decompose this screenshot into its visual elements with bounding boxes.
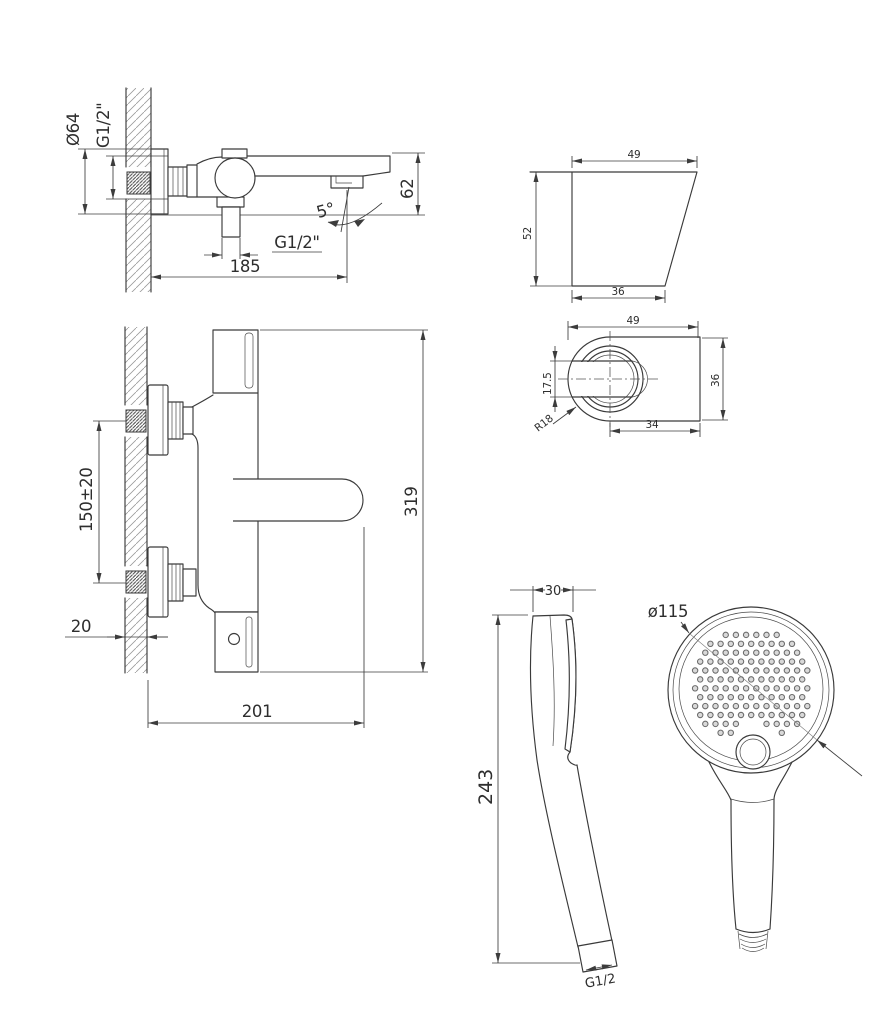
- spray-dot: [749, 712, 754, 717]
- spray-dot: [784, 650, 789, 655]
- spray-dot: [713, 650, 718, 655]
- spray-dot: [733, 650, 738, 655]
- body-shoulder: [192, 395, 213, 407]
- view-handset-front: [648, 602, 862, 952]
- spray-dot: [784, 668, 789, 673]
- view-handset-side: [475, 584, 617, 992]
- spray-dot: [708, 641, 713, 646]
- view-mixer-side: [64, 88, 425, 292]
- spray-dot: [723, 632, 728, 637]
- spray-dot: [759, 712, 764, 717]
- spray-dot: [723, 703, 728, 708]
- spray-dot: [805, 686, 810, 691]
- spray-dot: [738, 695, 743, 700]
- spray-dot: [738, 641, 743, 646]
- spray-dot: [759, 677, 764, 682]
- view-mixer-front: [65, 327, 428, 728]
- spray-dot: [718, 712, 723, 717]
- spray-dot: [703, 703, 708, 708]
- spray-dot: [698, 712, 703, 717]
- spray-dot: [703, 668, 708, 673]
- spray-dot: [764, 668, 769, 673]
- spray-dot: [794, 703, 799, 708]
- thread-connector: [578, 940, 617, 972]
- spray-dot: [749, 677, 754, 682]
- spray-dot: [692, 703, 697, 708]
- spray-dot: [749, 695, 754, 700]
- view-bracket-top: [532, 315, 728, 437]
- spray-dot: [774, 668, 779, 673]
- spray-dot: [698, 659, 703, 664]
- dim-length: 243: [475, 768, 497, 805]
- spray-dot: [759, 641, 764, 646]
- spray-dot: [784, 703, 789, 708]
- mounting-nut: [168, 167, 187, 196]
- mixer-body-front: [148, 330, 363, 672]
- in-wall-pipe: [127, 172, 150, 194]
- spray-dot: [703, 650, 708, 655]
- wall-hatch: [125, 327, 147, 673]
- dim-depth: 36: [710, 374, 722, 387]
- spray-dot: [800, 712, 805, 717]
- spray-dot: [754, 650, 759, 655]
- temperature-handle: [213, 330, 258, 393]
- escutcheon-top: [148, 385, 168, 455]
- spray-dot: [774, 650, 779, 655]
- dim-head-thickness: 30: [544, 584, 562, 599]
- handset-side-outline: [530, 615, 617, 972]
- spray-dot: [769, 659, 774, 664]
- dim-slot: 17.5: [542, 372, 554, 395]
- dim-radius: R18: [532, 412, 556, 435]
- spray-dot: [769, 677, 774, 682]
- spray-dot: [754, 703, 759, 708]
- spray-dot: [774, 686, 779, 691]
- spray-dot: [692, 686, 697, 691]
- dim-height: 52: [522, 227, 534, 240]
- spray-dot: [779, 677, 784, 682]
- spray-dot: [789, 659, 794, 664]
- wall-flange: [151, 149, 168, 214]
- spray-dot: [733, 632, 738, 637]
- spray-dot: [718, 695, 723, 700]
- spray-dot: [754, 686, 759, 691]
- top-cap: [222, 149, 247, 158]
- spray-dot: [805, 703, 810, 708]
- spray-dot: [805, 668, 810, 673]
- dim-wall-thread: G1/2": [94, 102, 113, 148]
- mixer-body-side: [151, 149, 390, 237]
- lever-handle: [233, 479, 363, 521]
- spray-dot: [708, 659, 713, 664]
- spray-dot: [728, 712, 733, 717]
- spray-dot: [718, 677, 723, 682]
- spray-dot: [728, 641, 733, 646]
- hose-outlet-pipe: [222, 207, 240, 237]
- spray-dot: [728, 730, 733, 735]
- spray-dot: [784, 686, 789, 691]
- spray-dot: [769, 712, 774, 717]
- spray-dot: [774, 632, 779, 637]
- dim-depth: 201: [241, 702, 273, 721]
- spray-dot: [708, 695, 713, 700]
- spray-dot: [764, 632, 769, 637]
- handset-front-handle: [709, 762, 792, 952]
- spray-dot: [738, 677, 743, 682]
- spray-dot: [779, 730, 784, 735]
- inlet-pipe-bottom: [126, 571, 146, 593]
- dim-bottom-width: 36: [611, 286, 625, 298]
- spray-dot: [723, 721, 728, 726]
- spray-dot: [713, 668, 718, 673]
- spray-dot: [789, 641, 794, 646]
- dim-head-dia: ø115: [647, 602, 689, 621]
- spray-dot: [759, 659, 764, 664]
- dim-top-width: 49: [627, 149, 641, 161]
- spray-dot: [774, 721, 779, 726]
- dims-handset-side: [475, 584, 617, 992]
- spray-dot: [718, 641, 723, 646]
- spray-dot: [800, 659, 805, 664]
- spray-dot: [764, 703, 769, 708]
- spray-dot: [713, 703, 718, 708]
- mode-button: [736, 735, 770, 769]
- spray-dot: [779, 695, 784, 700]
- inlet-pipe-top: [126, 410, 146, 432]
- spray-dot: [703, 686, 708, 691]
- dim-reach: 185: [229, 257, 261, 276]
- spray-dot: [728, 695, 733, 700]
- spray-dot: [692, 668, 697, 673]
- dim-spout-drop: 62: [398, 178, 417, 199]
- spray-dot: [789, 695, 794, 700]
- spray-dot: [723, 668, 728, 673]
- spray-dot: [754, 632, 759, 637]
- spray-dot: [723, 686, 728, 691]
- spray-face-texture: [565, 619, 576, 752]
- spray-dot: [789, 677, 794, 682]
- spray-dot: [713, 686, 718, 691]
- union-nut-bottom: [168, 564, 183, 601]
- spray-dot: [754, 668, 759, 673]
- spray-dot: [764, 721, 769, 726]
- dim-flange-dia: Ø64: [64, 112, 83, 146]
- spray-dot: [779, 659, 784, 664]
- spray-dot: [708, 677, 713, 682]
- spray-dot: [713, 721, 718, 726]
- spray-dot: [743, 703, 748, 708]
- spray-dot: [749, 641, 754, 646]
- spray-dot: [769, 641, 774, 646]
- thread-connector: [739, 934, 767, 952]
- control-knob: [215, 158, 255, 198]
- dim-inner-depth: 34: [645, 419, 659, 431]
- spray-dot: [728, 677, 733, 682]
- dim-height: 319: [402, 486, 421, 517]
- spray-dot: [764, 650, 769, 655]
- dim-thread: G1/2: [583, 971, 617, 992]
- dim-hose-thread: G1/2": [274, 233, 320, 252]
- bracket-outline: [530, 172, 697, 286]
- dim-inlet-span: 150±20: [77, 467, 96, 532]
- spray-dot: [728, 659, 733, 664]
- spray-dot: [779, 712, 784, 717]
- spray-dot: [800, 677, 805, 682]
- spray-dot: [743, 650, 748, 655]
- spray-dot: [794, 650, 799, 655]
- escutcheon-bottom: [148, 547, 168, 617]
- spray-dot: [738, 712, 743, 717]
- spray-dot: [794, 668, 799, 673]
- spray-dot: [733, 703, 738, 708]
- spray-dot: [749, 659, 754, 664]
- spray-dot: [743, 686, 748, 691]
- spray-dot: [764, 686, 769, 691]
- spray-dot: [703, 721, 708, 726]
- spray-dot: [794, 686, 799, 691]
- spray-dot: [698, 695, 703, 700]
- spray-dot: [708, 712, 713, 717]
- dim-wall-offset: 20: [70, 617, 92, 636]
- spray-dot: [789, 712, 794, 717]
- spray-dot: [738, 659, 743, 664]
- spray-dot: [779, 641, 784, 646]
- spray-dot: [743, 632, 748, 637]
- view-bracket-side: [522, 149, 697, 303]
- bottom-plate: [215, 612, 258, 672]
- union-nut-top: [168, 402, 183, 439]
- spray-dot: [733, 686, 738, 691]
- spray-dot: [784, 721, 789, 726]
- dim-spout-angle: 5°: [314, 198, 337, 222]
- spray-dot: [769, 695, 774, 700]
- spray-dot: [723, 650, 728, 655]
- spray-dot: [718, 730, 723, 735]
- spray-dot: [733, 721, 738, 726]
- dim-width: 49: [626, 315, 640, 327]
- spray-dot: [743, 668, 748, 673]
- spray-dot: [800, 695, 805, 700]
- spray-dot: [698, 677, 703, 682]
